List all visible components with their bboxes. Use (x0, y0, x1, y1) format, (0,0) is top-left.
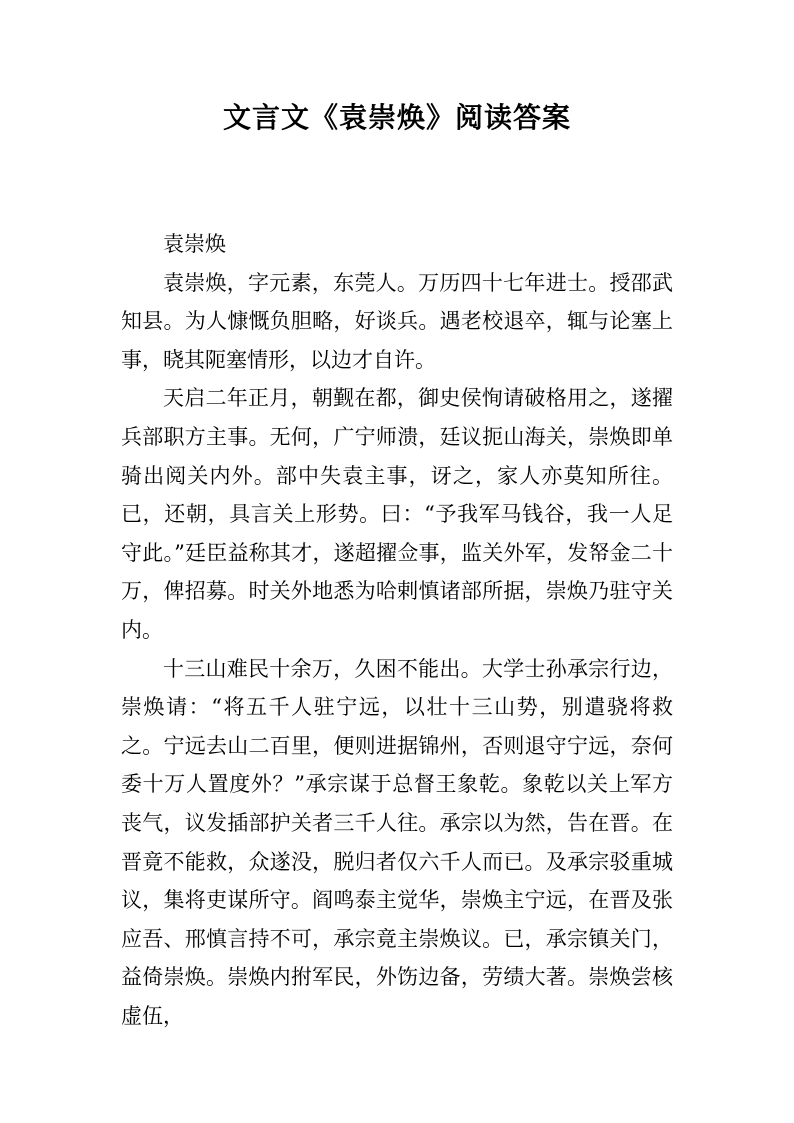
section-heading: 袁崇焕 (163, 232, 226, 256)
document-title: 文言文《袁崇焕》阅读答案 (222, 101, 571, 134)
paragraph-3: 十三山难民十余万，久困不能出。大学士孙承宗行边，崇焕请：“将五千人驻宁远，以壮十三山势，别遣骁将救之。宁远去山二百里，便则进据锦州，否则退守宁远，奈何委十万人置度外？”承宗谋于总督王象乾。象乾以关上军方丧气，议发插部护关者三千人往。承宗以为然，告在晋。在晋竟不能救，众遂没，脱归者仅六千人而已。及承宗驳重城议，集将吏谋所守。阎鸣泰主觉华，崇焕主宁远，在晋及张应吾、邢慎言持不可，承宗竟主崇焕议。已，承宗镇关门，益倚崇焕。崇焕内拊军民，外饬边备，劳绩大著。崇焕尝核虚伍， (121, 656, 673, 1028)
paragraph-1: 袁崇焕，字元素，东莞人。万历四十七年进士。授邵武知县。为人慷慨负胆略，好谈兵。遇老校退卒，辄与论塞上事，晓其阨塞情形，以边才自许。 (121, 270, 673, 372)
paragraph-2: 天启二年正月，朝觐在都，御史侯恂请破格用之，遂擢兵部职方主事。无何，广宁师溃，廷议扼山海关，崇焕即单骑出阅关内外。部中失袁主事，讶之，家人亦莫知所往。已，还朝，具言关上形势。曰：“予我军马钱谷，我一人足守此。”廷臣益称其才，遂超擢佥事，监关外军，发帑金二十万，俾招募。时关外地悉为哈剌慎诸部所据，崇焕乃驻守关内。 (121, 386, 673, 642)
document-body (121, 225, 673, 1035)
